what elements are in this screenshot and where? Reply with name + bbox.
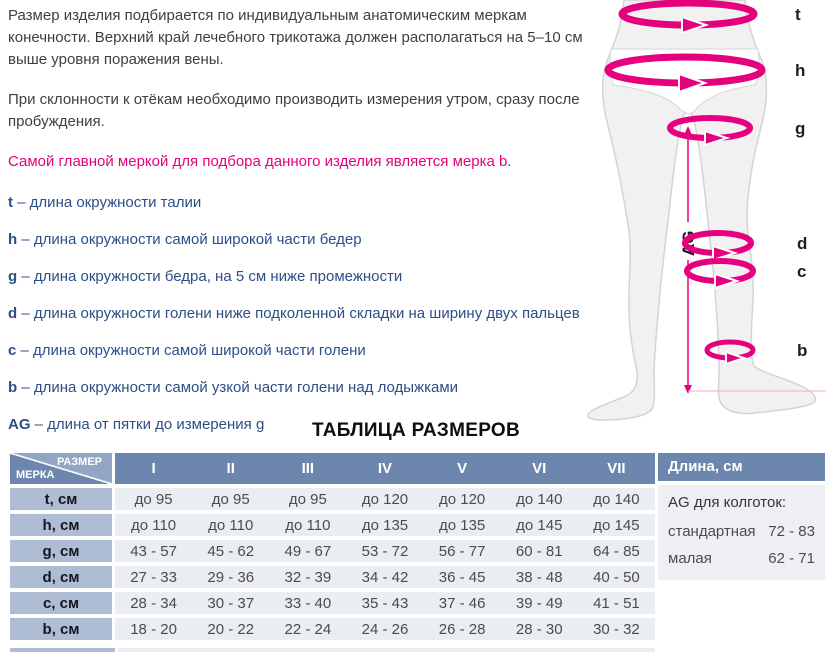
size-cell: 27 - 33 bbox=[115, 566, 192, 588]
size-cell: 28 - 30 bbox=[501, 618, 578, 640]
length-row-label: малая bbox=[668, 550, 712, 567]
row-label: h, см bbox=[10, 514, 115, 536]
size-cell: до 95 bbox=[115, 488, 192, 510]
figure-label-h: h bbox=[795, 61, 806, 80]
size-cell: 36 - 45 bbox=[424, 566, 501, 588]
measurement-item-t bbox=[8, 193, 588, 213]
size-cell: 20 - 22 bbox=[192, 618, 269, 640]
size-cell: 34 - 42 bbox=[346, 566, 423, 588]
highlight-note: Самой главной меркой для подбора данного изделия является мерка b. bbox=[8, 153, 512, 170]
length-panel-header: Длина, см bbox=[658, 453, 825, 481]
size-cell: до 110 bbox=[115, 514, 192, 536]
size-cell: 24 - 26 bbox=[346, 618, 423, 640]
size-cell: 64 - 85 bbox=[578, 540, 655, 562]
measurement-key: c bbox=[8, 342, 17, 359]
figure-label-t: t bbox=[795, 5, 801, 24]
length-row-value: 72 - 83 bbox=[768, 523, 815, 540]
size-cell: 35 - 43 bbox=[346, 592, 423, 614]
size-cell: до 95 bbox=[192, 488, 269, 510]
size-cell: до 135 bbox=[346, 514, 423, 536]
measurement-text: – длина окружности самой широкой части голени bbox=[20, 342, 366, 359]
length-panel-body bbox=[658, 485, 825, 580]
intro-text-block bbox=[8, 5, 588, 452]
size-cell: до 145 bbox=[578, 514, 655, 536]
size-cell: 29 - 36 bbox=[192, 566, 269, 588]
size-cell: 22 - 24 bbox=[269, 618, 346, 640]
size-cell: 49 - 67 bbox=[269, 540, 346, 562]
size-cell: 53 - 72 bbox=[346, 540, 423, 562]
measurement-key: t bbox=[8, 194, 13, 211]
measurement-text: – длина окружности самой широкой части бедер bbox=[21, 231, 362, 248]
size-cell: 33 - 40 bbox=[269, 592, 346, 614]
measurement-key: AG bbox=[8, 416, 31, 433]
size-cell: до 110 bbox=[269, 514, 346, 536]
size-cell: 56 - 77 bbox=[424, 540, 501, 562]
table-row bbox=[10, 592, 655, 614]
size-cell: 39 - 49 bbox=[501, 592, 578, 614]
column-header: V bbox=[424, 453, 501, 484]
measurement-key: h bbox=[8, 231, 18, 248]
figure-label-c: c bbox=[797, 262, 807, 281]
size-cell: 30 - 37 bbox=[192, 592, 269, 614]
size-cell: 30 - 32 bbox=[578, 618, 655, 640]
size-cell: до 135 bbox=[424, 514, 501, 536]
ag-rotated-label: AG bbox=[679, 230, 698, 256]
corner-measure-label: МЕРКА bbox=[16, 469, 55, 481]
legs-figure-svg bbox=[582, 0, 832, 430]
length-panel-subtitle: AG для колготок: bbox=[668, 494, 787, 511]
figure-label-d: d bbox=[797, 234, 808, 253]
corner-size-label: РАЗМЕР bbox=[56, 456, 102, 468]
size-table-header-row bbox=[10, 453, 655, 484]
measurement-key: g bbox=[8, 268, 18, 285]
size-cell: 18 - 20 bbox=[115, 618, 192, 640]
column-header: III bbox=[269, 453, 346, 484]
size-table-body bbox=[10, 488, 655, 640]
size-cell: до 140 bbox=[578, 488, 655, 510]
size-cell: 28 - 34 bbox=[115, 592, 192, 614]
cutoff-row-cells bbox=[118, 648, 655, 652]
table-row bbox=[10, 566, 655, 588]
measurement-key: d bbox=[8, 305, 18, 322]
row-label: t, см bbox=[10, 488, 115, 510]
size-cell: 45 - 62 bbox=[192, 540, 269, 562]
table-row bbox=[10, 618, 655, 640]
size-cell: до 145 bbox=[501, 514, 578, 536]
table-row bbox=[10, 488, 655, 510]
size-cell: 32 - 39 bbox=[269, 566, 346, 588]
intro-paragraph-1: Размер изделия подбирается по индивидуальным анатомическим меркам конечности. Верхний край лечебного трикотажа должен располагаться на 5–10 см выше уровня поражения вены. bbox=[8, 7, 583, 68]
length-panel bbox=[658, 453, 825, 580]
measurement-item-c bbox=[8, 341, 588, 361]
figure-label-b: b bbox=[797, 341, 808, 360]
size-cell: 38 - 48 bbox=[501, 566, 578, 588]
table-row bbox=[10, 514, 655, 536]
size-cell: 26 - 28 bbox=[424, 618, 501, 640]
column-header: VI bbox=[501, 453, 578, 484]
legs-measurement-figure bbox=[582, 0, 832, 430]
corner-header-cell bbox=[10, 453, 115, 484]
row-label: b, см bbox=[10, 618, 115, 640]
length-row-value: 62 - 71 bbox=[768, 550, 815, 567]
measurement-text: – длина окружности талии bbox=[17, 194, 202, 211]
size-table-title: ТАБЛИЦА РАЗМЕРОВ bbox=[311, 420, 521, 441]
size-cell: до 120 bbox=[424, 488, 501, 510]
length-row-standard bbox=[668, 523, 815, 540]
size-table-wrap bbox=[10, 449, 655, 644]
size-cell: 43 - 57 bbox=[115, 540, 192, 562]
size-cell: 41 - 51 bbox=[578, 592, 655, 614]
column-header: VII bbox=[578, 453, 655, 484]
size-cell: до 95 bbox=[269, 488, 346, 510]
column-header: IV bbox=[346, 453, 423, 484]
measurement-text: – длина окружности бедра, на 5 см ниже промежности bbox=[21, 268, 403, 285]
measurement-item-h bbox=[8, 230, 588, 250]
table-row bbox=[10, 540, 655, 562]
measurement-text: – длина окружности самой узкой части голени над лодыжками bbox=[21, 379, 459, 396]
length-row-small bbox=[668, 550, 815, 567]
row-label: g, см bbox=[10, 540, 115, 562]
size-cell: до 140 bbox=[501, 488, 578, 510]
column-header: II bbox=[192, 453, 269, 484]
row-label: d, см bbox=[10, 566, 115, 588]
figure-label-g: g bbox=[795, 119, 806, 138]
measurement-item-b bbox=[8, 378, 588, 398]
size-cell: 60 - 81 bbox=[501, 540, 578, 562]
intro-paragraph-2: При склонности к отёкам необходимо производить измерения утром, сразу после пробуждения. bbox=[8, 91, 580, 130]
size-cell: до 110 bbox=[192, 514, 269, 536]
size-cell: 37 - 46 bbox=[424, 592, 501, 614]
row-label: c, см bbox=[10, 592, 115, 614]
size-table bbox=[10, 449, 655, 644]
measurement-text: – длина от пятки до измерения g bbox=[34, 416, 265, 433]
table-cutoff-row bbox=[10, 648, 655, 652]
length-row-label: стандартная bbox=[668, 523, 756, 540]
measurement-item-g bbox=[8, 267, 588, 287]
measurement-text: – длина окружности голени ниже подколенной складки на ширину двух пальцев bbox=[21, 305, 580, 322]
size-cell: 40 - 50 bbox=[578, 566, 655, 588]
size-cell: до 120 bbox=[346, 488, 423, 510]
cutoff-row-label bbox=[10, 648, 115, 652]
measurement-key: b bbox=[8, 379, 18, 396]
measurement-item-d bbox=[8, 304, 588, 324]
column-header: I bbox=[115, 453, 192, 484]
